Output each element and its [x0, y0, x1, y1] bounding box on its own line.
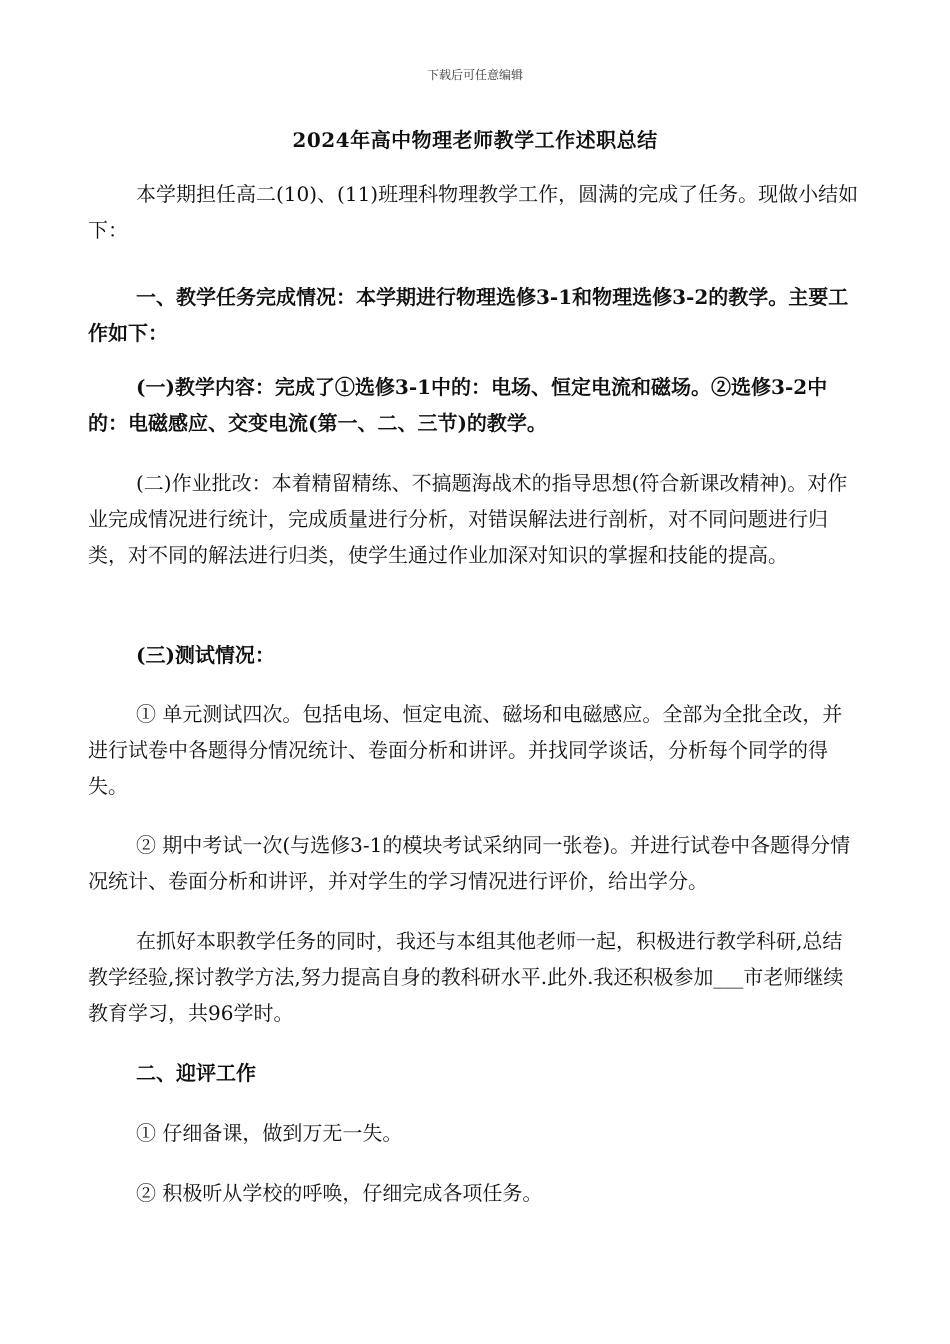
prepare-lessons-item: ① 仔细备课，做到万无一失。: [136, 1121, 403, 1145]
header-note: 下载后可任意编辑: [426, 68, 523, 82]
testing-heading: (三)测试情况：: [136, 643, 275, 667]
homework-paragraph: (二)作业批改：本着精留精练、不搞题海战术的指导思想(符合新课改精神)。对作业完成情况进行统计，完成质量进行分析，对错误解法进行剖析，对不同问题进行归类，对不同的解法进行归类，使学生通过作业加深对知识的掌握和技能的提高。: [88, 471, 848, 567]
research-paragraph: 在抓好本职教学任务的同时，我还与本组其他老师一起，积极进行教学科研,总结教学经验,探讨教学方法,努力提高自身的教科研水平.此外.我还积极参加___市老师继续教育学习，共96学时。: [88, 929, 844, 1025]
intro-paragraph: 本学期担任高二(10)、(11)班理科物理教学工作，圆满的完成了任务。现做小结如下：: [88, 182, 859, 242]
follow-school-item: ② 积极听从学校的呼唤，仔细完成各项任务。: [136, 1181, 543, 1205]
midterm-paragraph: ② 期中考试一次(与选修3-1的模块考试采纳同一张卷)。并进行试卷中各题得分情况统计、卷面分析和讲评，并对学生的学习情况进行评价，给出学分。: [88, 833, 851, 893]
document-title: 2024年高中物理老师教学工作述职总结: [292, 128, 658, 152]
section-two-heading: 二、迎评工作: [136, 1061, 256, 1085]
teaching-content-paragraph: (一)教学内容：完成了①选修3-1中的：电场、恒定电流和磁场。②选修3-2中的：电磁感应、交变电流(第一、二、三节)的教学。: [88, 375, 828, 435]
unit-test-paragraph: ① 单元测试四次。包括电场、恒定电流、磁场和电磁感应。全部为全批全改，并进行试卷中各题得分情况统计、卷面分析和讲评。并找同学谈话，分析每个同学的得失。: [88, 702, 843, 798]
section-one-heading: 一、教学任务完成情况：本学期进行物理选修3-1和物理选修3-2的教学。主要工作如下：: [88, 285, 849, 345]
